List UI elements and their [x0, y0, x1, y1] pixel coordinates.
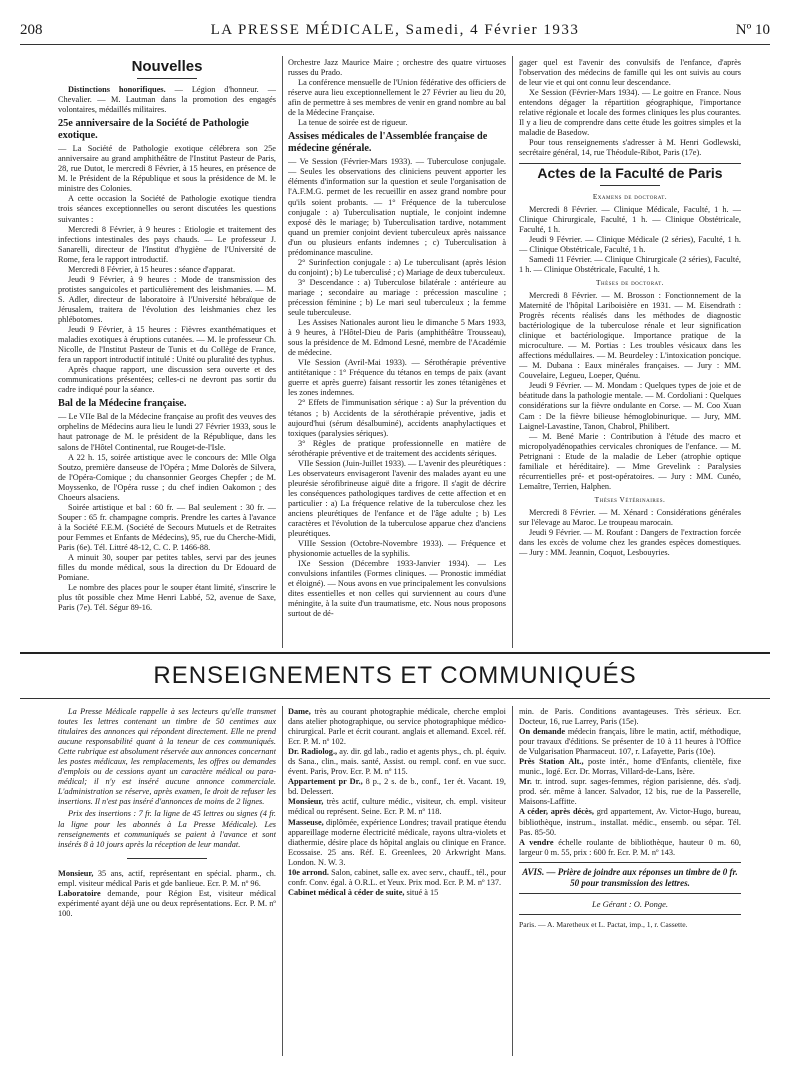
ad-lead: Laboratoire — [58, 888, 101, 898]
list-item: Mercredi 8 Février. — Clinique Médicale, Faculté, 1 h. — Clinique Chirurgicale, Faculté, 1 h. — Clinique Obstétricale, Faculté, 1 h. — [519, 204, 741, 234]
column-faculte — [519, 58, 741, 650]
list-item: Samedi 11 Février. — Clinique Chirurgicale (2 séries), Faculté, 1 h. — Clinique Obstétricale, Faculté, 1 h. — [519, 254, 741, 274]
communiques-intro: La Presse Médicale rappelle à ses lecteurs qu'elle transmet toutes les lettres contenant un timbre de 50 centimes aux titulaires des annonces qui répondent directement. Elle ne prend aucune responsabilité quant à la teneur de ces communiqués. Cette rubrique est absolument réservée aux annonces concernant les postes médicaux, les remplacements, les offres ou demandes d'emplois ou de cessions ayant un caractère médical ou para-médical; il n'y est inséré aucune annonce commerciale. L'administration se réserve, après examen, le droit de refuser les insertions. Il n'est pas inséré d'annonces de moins de 2 lignes. — [58, 707, 276, 807]
banner-rule-top — [20, 652, 770, 654]
paragraph — [58, 453, 276, 503]
classified-ad — [519, 707, 741, 727]
ads-list-2 — [288, 707, 506, 898]
column-annonces-3 — [519, 707, 741, 1062]
ad-lead: Près Station Alt., — [519, 757, 584, 767]
page-header — [20, 22, 770, 44]
ad-lead: A céder, après décès, — [519, 807, 594, 817]
article-heading: Assises médicales de l'Assemblée française de médecine générale. — [288, 131, 488, 155]
page-number: 208 — [20, 22, 43, 38]
paragraph-text: Les Assises Nationales auront lieu le dimanche 5 Mars 1933, à 9 heures, à l'Hôtel-Dieu de Paris (amphithéâtre Trousseau), sous la présidence de M. Edmond Lesné, membre de l'Académie de médecine. — [288, 318, 506, 358]
classified-ad — [519, 757, 741, 777]
ad-lead: Masseuse, — [288, 817, 324, 827]
paragraph — [288, 358, 506, 398]
paragraph-text: IXe Session (Décembre 1933-Janvier 1934). — Les convulsions infantiles (Formes cliniques. — Pronostic immédiat et éloigné). — Nous avons en vue principalement les convulsions dites essentielles et non celles qui surviennent au cours d'une méningite, à la suite d'un traumatisme, etc. Nous nous proposons surtout de dé- — [288, 559, 506, 619]
issue-number: Nº 10 — [735, 22, 770, 38]
paragraph-lead: Distinctions honorifiques. — [68, 85, 166, 95]
classified-ad — [288, 747, 506, 777]
ads-list-1 — [58, 869, 276, 919]
ad-lead: Monsieur, — [288, 797, 324, 807]
paragraph-text: — Légion d'honneur. — Chevalier. — M. Lautman dans la promotion des engagés volontaires, médaillés militaires. — [58, 85, 276, 115]
column-divider — [282, 706, 283, 1056]
exams-list — [519, 205, 741, 275]
paragraph-text: La conférence mensuelle de l'Union fédérative des officiers de réserve aura lieu exceptionnellement le 27 Février au lieu du 20, afin de permettre à ses membres de venir en grand nombre au bal de la Médecine Française. — [288, 78, 506, 118]
paragraph — [288, 58, 506, 78]
paragraph-text: A minuit 30, souper par petites tables, servi par des jeunes filles du monde médical, sous la direction du Dr Edouard de Pomiane. — [58, 553, 276, 583]
paragraph-text: — Le VIIe Bal de la Médecine française au profit des veuves des orphelins de Médecins aura lieu le lundi 27 Février 1933, sous le haut patronage de M. le président de la République, dans les salons de l'Hôtel Continental, rue Rouget-de-l'Isle. — [58, 412, 276, 452]
paragraph-text: — Ve Session (Février-Mars 1933). — Tuberculose conjugale. — Seules les observations des cliniciens peuvent apporter les éléments d'information sur la question et seule l'organisation de l'A.F.M.G. permet de les recueillir en assez grand nombre pour qu'ils soient probants. — 1° Fréquence de la tuberculose conjugale : a) Tuberculisation nuptiale, le conjoint indemne exposé dès le mariage; b) Tuberculisation tardive, notamment quand un premier conjoint devient tuberculeux après naissance d'un ou plusieurs enfants indemnes ; c) Tuberculisation à prédominance masculine. — [288, 157, 506, 257]
paragraph-text: Xe Session (Février-Mars 1934). — Le goitre en France. Nous entendons dégager la répartition géographique, l'importance relative régionale et locale des formes cliniques les plus courantes. Il y a lieu de comprendre dans cette étude les goitres simples et la maladie de Basedow. — [519, 88, 741, 138]
list-item: Jeudi 9 Février. — Clinique Médicale (2 séries), Faculté, 1 h. — Clinique Obstétricale, Faculté, 1 h. — [519, 234, 741, 254]
assises-body — [288, 58, 506, 619]
paragraph — [288, 278, 506, 318]
column-divider — [512, 56, 513, 648]
avis-rule-top — [519, 862, 741, 863]
paragraph — [58, 85, 276, 115]
paragraph-text: Jeudi 9 Février, à 9 heures : Mode de transmission des protistes sanguicoles et particulièrement des leishmanies. — M. S. Adler, directeur de laboratoire à l'Université hébraïque de Jérusalem, traitera de l'évolution des leishmanies chez les phlébotomes. — [58, 274, 276, 324]
section-title-nouvelles: Nouvelles — [131, 60, 203, 75]
ad-lead: Dame, — [288, 707, 311, 716]
ad-lead: Appartement pr Dr., — [288, 777, 363, 787]
paragraph-text: Le nombre des places pour le souper étant limité, s'inscrire le plus tôt possible chez Mme Henri Labbé, 52, avenue de Saxe, Paris (7e). Tél. Ségur 89-16. — [58, 583, 276, 613]
list-item: Jeudi 9 Février. — M. Mondam : Quelques types de joie et de béatitude dans la pathologie mentale. — M. Cordoliani : Quelques considérations sur la fièvre ondulante en Corse. — M. Coo Xuan Cam : De la fièvre bilieuse hémoglobinurique. — Jury, MM. Laignel-Lavastine, Tanon, Chabrol, Philibert. — [519, 381, 741, 431]
ad-text: situé à 15 — [404, 887, 439, 897]
intro-rule — [127, 858, 207, 859]
classified-ad — [288, 818, 506, 868]
paragraph — [58, 412, 276, 452]
list-item: Jeudi 9 Février. — M. Roufant : Dangers de l'extraction forcée dans les excès de volume chez les grandes espèces domestiques. — Jury : MM. Jeannin, Coquot, Lesbouyries. — [519, 528, 741, 558]
ad-text: demande, pour Région Est, visiteur médical expérimenté ayant déjà une ou deux représentations. Ecr. P. M. nº 100. — [58, 888, 276, 918]
ad-text: très actif, culture médic., visiteur, ch. empl. visiteur médical ou représent. Seine. Ecr. P. M. nº 118. — [288, 797, 506, 817]
title-underline — [137, 78, 197, 79]
journal-title: LA PRESSE MÉDICALE, Samedi, 4 Février 1933 — [210, 22, 580, 38]
classified-ad — [58, 869, 276, 889]
paragraph — [58, 503, 276, 553]
paragraph-text: — La Société de Pathologie exotique célébrera son 25e anniversaire au grand amphithéâtre de l'Institut Pasteur de Paris, 28, rue Dutot, le mercredi 8 Février, à 15 heures, en présence de M. le Président de la République et sous la présidence de M. le ministre des Colonies. — [58, 144, 276, 194]
paragraph — [288, 258, 506, 278]
paragraph — [58, 144, 276, 194]
article-heading: Bal de la Médecine française. — [58, 398, 187, 410]
nouvelles-body — [58, 85, 276, 613]
classified-ad — [288, 888, 506, 898]
goitre-continuation — [519, 58, 741, 158]
ad-text: ay. dir. gd lab., radio et agents phys., ch. pl. équiv. ds Sana., clin., mais. santé, Assist. ou rempl. conf. en vue succ. évent. Paris, Prov. Ecr. P. M. nº 115. — [288, 747, 506, 777]
column-annonces-2 — [288, 707, 506, 1062]
ad-text: échelle roulante de bibliothèque, hauteur 0 m. 60, largeur 0 m. 55, prix : 600 fr. Ecr. P. M. nº 143. — [519, 837, 741, 857]
paragraph — [288, 439, 506, 459]
column-divider — [512, 706, 513, 1056]
paragraph — [288, 559, 506, 619]
paragraph — [58, 225, 276, 265]
title-underline — [600, 185, 660, 186]
ad-text: Salon, cabinet, salle ex. avec serv., chauff., tél., pour confr. Conv. égal. à O.R.L. et Yeux. Prix mod. Ecr. P. M. nº 137. — [288, 867, 506, 887]
printer-line: Paris. — A. Maretheux et L. Pactat, imp., 1, r. Cassette. — [519, 919, 688, 929]
paragraph-text: 2° Effets de l'immunisation sérique : a) Sur la prévention du tétanos ; b) Accidents de la sérothérapie préventive, jadis et aujourd'hui (sérum désalbuminé), accidents anaphylactiques et toxiques (paralysies sériques). — [288, 398, 506, 438]
column-nouvelles — [58, 60, 276, 650]
banner-rule-bottom — [20, 698, 770, 699]
paragraph — [288, 459, 506, 539]
list-item: Mercredi 8 Février. — M. Brosson : Fonctionnement de la Maternité de l'hôpital Lariboisière en 1931. — M. Eisendrath : Progrès récents réalisés dans les méthodes de diagnostic bactériologique de la tuberculose rénale et leur signification clinique et bactériologique. Importance pratique de la microculture. — M. Portias : Les troubles vésicaux dans les affections médullaires. — M. Beurdeley : L'intoxication poncique. — M. Dubana : Eaux minérales françaises. — Jury : MM. Couvelaire, Legueu, Loeper, Quénu. — [519, 290, 741, 381]
column-annonces-1 — [58, 707, 276, 1062]
paragraph-text: Pour tous renseignements s'adresser à M. Henri Godlewski, secrétaire général, 14, rue Théodule-Ribot, Paris (17e). — [519, 138, 741, 158]
paragraph-text: gager quel est l'avenir des convulsifs de l'enfance, d'après l'observation des médecins de famille qui les ont suivis au cours de leur vie et qui ont connu leur descendance. — [519, 58, 741, 88]
ad-text: 35 ans, actif, représentant en spécial. pharm., ch. empl. visiteur médical Paris et gde banlieue. Ecr. P. M. nº 96. — [58, 868, 276, 888]
paragraph — [58, 275, 276, 325]
ad-text: très au courant photographie médicale, cherche emploi dans atelier photographique, ou service photographique médico-chirurgical. Parle et écrit courant. anglais et allemand. Excel. réf. Ecr. P. M. nº 102. — [288, 707, 506, 747]
ad-text: diplômée, expérience Londres; travail pratique étendu appareillage moderne électricité médicale, rayons ultra-violets et diathermie, désire place ds hôpital anglais ou clinique en France. Ecossaise. 25 ans. Réf. E. Greenlees, 20 Arkwright Mans. London. N. W. 3. — [288, 817, 506, 867]
paragraph-text: 3° Descendance : a) Tuberculose bilatérale : antérieure au mariage ; secondaire au mariage : précession masculine ; précession féminine ; b) Le mari seul tuberculeux ; la femme seule tuberculeuse. — [288, 277, 506, 318]
ad-lead: Cabinet médical à céder de suite, — [288, 887, 405, 897]
paragraph — [288, 157, 506, 257]
classified-ad — [288, 868, 506, 888]
ad-lead: 10e arrond. — [288, 867, 329, 877]
paragraph-text: Après chaque rapport, une discussion sera ouverte et des communications présentées; celles-ci ne devront pas sortir du cadre indiqué pour la séance. — [58, 365, 276, 395]
paragraph-text: A cette occasion la Société de Pathologie exotique tiendra trois séances exceptionnelles ou seront discutées les questions suivantes : — [58, 194, 276, 224]
paragraph-text: Soirée artistique et bal : 60 fr. — Bal seulement : 30 fr. — Souper : 65 fr. champagne compris. Prendre les cartes à l'avance à la Société F.E.M. (Société de Secours Mutuels et de Retraites pour Femmes et Enfants de Médecins), 95, rue du Cherche-Midi, Paris (6e). Tél. Littré 48-12, C. C. P. 1466-88. — [58, 502, 276, 552]
paragraph-text: VIe Session (Avril-Mai 1933). — Sérothérapie préventive antitétanique : 1° Fréquence du tétanos en temps de paix (avant guerre et après guerre) faisant ressortir les zones tétanigènes et les zones indemnes. — [288, 358, 506, 398]
paragraph — [288, 318, 506, 358]
ad-lead: A vendre — [519, 837, 554, 847]
ad-text: 8 p., 2 s. de b., conf., 1er ét. Vacant. 19, bd. Delessert. — [288, 777, 506, 797]
avis-rule-bottom — [519, 893, 741, 894]
communiques-banner: RENSEIGNEMENTS ET COMMUNIQUÉS — [153, 662, 637, 689]
paragraph — [58, 194, 276, 224]
vet-theses-list — [519, 508, 741, 558]
ad-text: poste intér., home d'Enfants, clientèle, fixe munic., logé. Ecr. Dr. Morras, Villard-de-Lans, Isère. — [519, 757, 741, 777]
ads-list-3 — [519, 707, 741, 858]
classified-ad — [519, 727, 741, 757]
ad-text: tr. introd. supr. sages-femmes, région parisienne, dés. s'adj. prod. sér. même à lancer. Salvador, 12 bis, rue de la Passerelle, Maisons-Laffitte. — [519, 777, 741, 807]
paragraph-text: A 22 h. 15, soirée artistique avec le concours de: Mlle Olga Soutzo, première danseuse de l'Opéra ; Mme Dolorès de Silvera, de l'Opéra-Comique ; du chansonnier Georges Chepfer ; de M. Moyssenko, de l'Opéra russe ; du chef indien Oakomon ; des Choeurs alsaciens. — [58, 452, 276, 502]
column-divider — [282, 56, 283, 648]
ad-lead: On demande — [519, 727, 566, 737]
paragraph — [288, 539, 506, 559]
paragraph-text: VIIIe Session (Octobre-Novembre 1933). — Fréquence et physionomie actuelles de la syphilis. — [288, 539, 506, 559]
classified-ad — [288, 707, 506, 747]
ad-text: min. de Paris. Conditions avantageuses. Très sérieux. Ecr. Docteur, 16, rue Larrey, Paris (15e). — [519, 707, 741, 727]
subhead-veterinaires: Thèses Vétérinaires. — [594, 494, 666, 504]
paragraph-text: Mercredi 8 Février, à 15 heures : séance d'apparat. — [68, 264, 236, 274]
classified-ad — [288, 777, 506, 797]
ad-lead: Monsieur, — [58, 868, 94, 878]
header-rule — [20, 44, 770, 45]
section-rule — [519, 163, 741, 164]
classified-ad — [519, 838, 741, 858]
paragraph — [58, 325, 276, 365]
list-item: Mercredi 8 Février. — M. Xénard : Considérations générales sur l'élevage au Maroc. Le troupeau marocain. — [519, 507, 741, 527]
ad-lead: Mr. — [519, 777, 532, 787]
paragraph — [58, 583, 276, 613]
paragraph-text: 2° Surinfection conjugale : a) Le tuberculisant (après lésion du conjoint) ; b) Le tuberculisé ; c) Mariage de deux tuberculeux. — [288, 257, 506, 277]
list-item: — M. Bené Marie : Contribution à l'étude des macro et micropolyadénopathies cervicales chroniques de l'enfance. — M. Petrignani : Etude de la maladie de Leber (atrophie optique familiale et héréditaire). — Mme Grevelink : Paralysies récurrentielles pré- et post-opératoires. — Jury : MM. Cunéo, Lemaître, Terrien, Halphen. — [519, 431, 741, 491]
subhead-examens: Examens de doctorat. — [592, 191, 668, 201]
paragraph — [58, 553, 276, 583]
classified-ad — [519, 777, 741, 807]
classified-ad — [58, 889, 276, 919]
insertion-prices: Prix des insertions : 7 fr. la ligne de 45 lettres ou signes (4 fr. la ligne pour les abonnés à La Presse Médicale). Les renseignements et communiqués se paient à l'avance et sont insérés 8 à 10 jours après la réception de leur mandat. — [58, 809, 276, 849]
article-heading: 25e anniversaire de la Société de Pathologie exotique. — [58, 118, 249, 142]
paragraph — [288, 118, 506, 128]
paragraph-text: Mercredi 8 Février, à 9 heures : Etiologie et traitement des infections intestinales des pays chauds. — Le professeur J. Sanarelli, directeur de l'Institut d'hygiène de l'Université de Rome, fera le rapport introductif. — [58, 224, 276, 264]
paragraph-text: 3° Règles de pratique professionnelle en matière de sérothérapie préventive et de traitement des accidents sériques. — [288, 438, 506, 458]
paragraph — [288, 78, 506, 118]
gerant-signature: Le Gérant : O. Ponge. — [591, 898, 668, 909]
paragraph — [288, 398, 506, 438]
paragraph-text: VIIe Session (Juin-Juillet 1933). — L'avenir des pleurétiques : Les observateurs envisageront l'avenir des malades ayant eu une pleurésie sérofibrineuse aiguë dite a frigore. Il s'agit de décrire les conséquences pathologiques tardives de cette affection et en particulier : a) La fréquence relative de la tuberculose chez les anciens pleurétiques de l'enfance et de l'âge adulte ; b) Les caractères et l'évolution de la tuberculose apparue chez d'anciens pleurétiques. — [288, 458, 506, 539]
classified-ad — [288, 797, 506, 817]
paragraph-text: La tenue de soirée est de rigueur. — [298, 118, 408, 128]
printer-rule — [519, 914, 741, 915]
subhead-theses: Thèses de doctorat. — [596, 277, 664, 287]
paragraph — [519, 88, 741, 138]
paragraph — [58, 365, 276, 395]
theses-list — [519, 291, 741, 492]
paragraph-text: Orchestre Jazz Maurice Maire ; orchestre des quatre virtuoses russes du Prado. — [288, 58, 506, 78]
section-title-faculte: Actes de la Faculté de Paris — [537, 165, 723, 182]
paragraph — [519, 138, 741, 158]
column-assises — [288, 58, 506, 650]
paragraph — [58, 265, 276, 275]
paragraph — [519, 58, 741, 88]
ad-text: grd appartement, Av. Victor-Hugo, bureau, bibliothèque, instrum., installat. médic., ensemb. ou sépar. Tél. Pas. 85-50. — [519, 807, 741, 837]
avis-note: AVIS. — Prière de joindre aux réponses un timbre de 0 fr. 50 pour transmission des lettres. — [522, 866, 738, 888]
ad-text: médecin français, libre le matin, actif, méthodique, pour travaux d'éditions. Se présenter de 10 à 11 heures à l'Office de Vulgarisation Pharmaceut. 107, r. Lafayette, Paris (10e). — [519, 727, 741, 757]
classified-ad — [519, 807, 741, 837]
paragraph-text: Jeudi 9 Février, à 15 heures : Fièvres exanthématiques et maladies exotiques à éruptions cutanées. — M. le professeur Ch. Nicolle, de l'Institut Pasteur de Tunis et du Collège de France, fera un rapport introductif intitulé : Unité ou pluralité des typhus. — [58, 325, 276, 365]
ad-lead: Dr. Radiolog., — [288, 747, 338, 757]
